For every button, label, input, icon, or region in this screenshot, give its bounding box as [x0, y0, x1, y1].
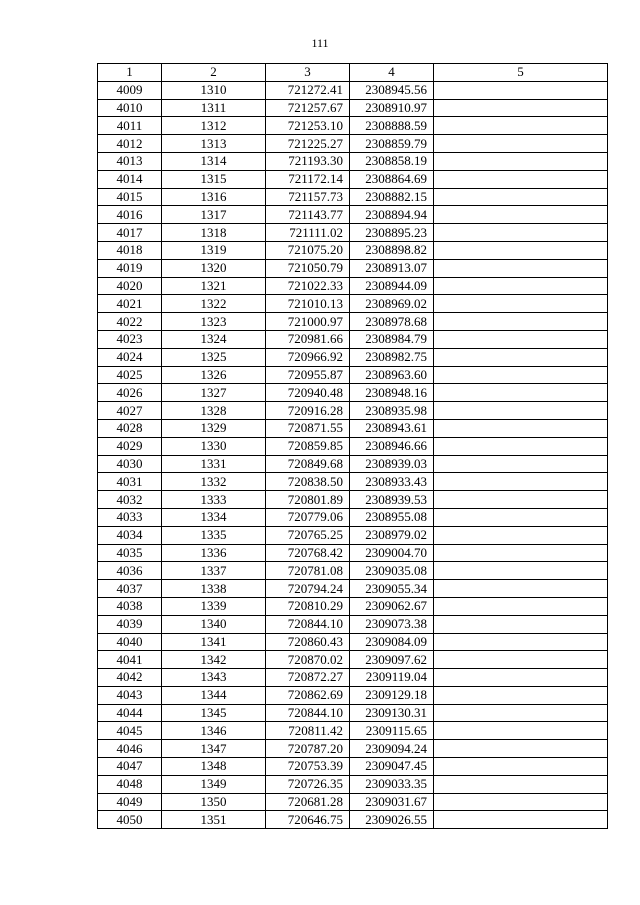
- table-cell-col-3: 721193.30: [266, 152, 350, 170]
- table-cell-col-2: 1318: [162, 224, 266, 242]
- table-row: [98, 740, 608, 758]
- table-row: [98, 99, 608, 117]
- table-row: [98, 562, 608, 580]
- table-cell-col-5: [434, 491, 608, 509]
- table-cell-col-3: 721172.14: [266, 170, 350, 188]
- table-cell-col-3: 721253.10: [266, 117, 350, 135]
- table-row: [98, 508, 608, 526]
- table-cell-col-3: 720838.50: [266, 473, 350, 491]
- table-cell-col-3: 720981.66: [266, 330, 350, 348]
- table-cell-col-2: 1322: [162, 295, 266, 313]
- table-row: [98, 206, 608, 224]
- table-cell-col-4: 2308894.94: [350, 206, 434, 224]
- table-cell-col-3: 720870.02: [266, 651, 350, 669]
- table-cell-col-3: 720916.28: [266, 402, 350, 420]
- table-cell-col-1: 4014: [98, 170, 162, 188]
- table-cell-col-1: 4031: [98, 473, 162, 491]
- table-row: [98, 580, 608, 598]
- table-row: [98, 170, 608, 188]
- table-cell-col-5: [434, 313, 608, 331]
- table-cell-col-1: 4033: [98, 508, 162, 526]
- table-cell-col-3: 720726.35: [266, 775, 350, 793]
- table-cell-col-3: 721075.20: [266, 241, 350, 259]
- table-row: [98, 615, 608, 633]
- table-cell-col-2: 1342: [162, 651, 266, 669]
- table-cell-col-4: 2309055.34: [350, 580, 434, 598]
- table-cell-col-2: 1314: [162, 152, 266, 170]
- table-header: [98, 64, 608, 82]
- table-cell-col-1: 4040: [98, 633, 162, 651]
- table-cell-col-5: [434, 669, 608, 687]
- page-number: 111: [311, 36, 329, 50]
- table-cell-col-3: 720955.87: [266, 366, 350, 384]
- table-row: [98, 722, 608, 740]
- table-cell-col-1: 4029: [98, 437, 162, 455]
- table-cell-col-3: 721257.67: [266, 99, 350, 117]
- table-cell-col-4: 2308858.19: [350, 152, 434, 170]
- table-cell-col-5: [434, 793, 608, 811]
- table-cell-col-1: 4022: [98, 313, 162, 331]
- table-cell-col-4: 2309084.09: [350, 633, 434, 651]
- table-cell-col-2: 1347: [162, 740, 266, 758]
- table-cell-col-3: 720765.25: [266, 526, 350, 544]
- table-cell-col-4: 2309035.08: [350, 562, 434, 580]
- table-cell-col-5: [434, 722, 608, 740]
- table-cell-col-5: [434, 206, 608, 224]
- table-cell-col-5: [434, 419, 608, 437]
- table-cell-col-3: 721010.13: [266, 295, 350, 313]
- table-cell-col-1: 4042: [98, 669, 162, 687]
- table-cell-col-4: 2309119.04: [350, 669, 434, 687]
- table-cell-col-4: 2308859.79: [350, 135, 434, 153]
- table-cell-col-1: 4021: [98, 295, 162, 313]
- table-cell-col-4: 2308955.08: [350, 508, 434, 526]
- table-cell-col-5: [434, 562, 608, 580]
- table-cell-col-2: 1327: [162, 384, 266, 402]
- table-cell-col-1: 4030: [98, 455, 162, 473]
- table-row: [98, 633, 608, 651]
- table-cell-col-5: [434, 580, 608, 598]
- table-cell-col-1: 4050: [98, 811, 162, 829]
- table-row: [98, 117, 608, 135]
- table-cell-col-2: 1313: [162, 135, 266, 153]
- table-cell-col-1: 4010: [98, 99, 162, 117]
- table-row: [98, 704, 608, 722]
- table-cell-col-1: 4026: [98, 384, 162, 402]
- table-cell-col-5: [434, 384, 608, 402]
- coordinates-table: [97, 63, 608, 829]
- table-cell-col-4: 2309129.18: [350, 686, 434, 704]
- table-cell-col-4: 2309004.70: [350, 544, 434, 562]
- table-cell-col-2: 1348: [162, 758, 266, 776]
- table-cell-col-1: 4016: [98, 206, 162, 224]
- table-cell-col-3: 721272.41: [266, 81, 350, 99]
- table-cell-col-1: 4011: [98, 117, 162, 135]
- table-cell-col-5: [434, 633, 608, 651]
- table-cell-col-5: [434, 758, 608, 776]
- table-cell-col-1: 4046: [98, 740, 162, 758]
- table-row: [98, 455, 608, 473]
- table-cell-col-5: [434, 597, 608, 615]
- table-cell-col-4: 2309047.45: [350, 758, 434, 776]
- table-cell-col-3: 720681.28: [266, 793, 350, 811]
- table-row: [98, 402, 608, 420]
- table-cell-col-1: 4048: [98, 775, 162, 793]
- table-cell-col-5: [434, 241, 608, 259]
- table-cell-col-3: 720966.92: [266, 348, 350, 366]
- table-cell-col-5: [434, 455, 608, 473]
- table-cell-col-5: [434, 686, 608, 704]
- table-cell-col-1: 4028: [98, 419, 162, 437]
- table-cell-col-2: 1334: [162, 508, 266, 526]
- table-cell-col-5: [434, 651, 608, 669]
- table-cell-col-2: 1344: [162, 686, 266, 704]
- table-cell-col-5: [434, 259, 608, 277]
- table-cell-col-1: 4017: [98, 224, 162, 242]
- table-cell-col-2: 1311: [162, 99, 266, 117]
- table-row: [98, 597, 608, 615]
- table-cell-col-1: 4045: [98, 722, 162, 740]
- table-cell-col-4: 2308963.60: [350, 366, 434, 384]
- table-cell-col-3: 720646.75: [266, 811, 350, 829]
- table-cell-col-1: 4044: [98, 704, 162, 722]
- table-cell-col-4: 2308944.09: [350, 277, 434, 295]
- table-cell-col-4: 2308946.66: [350, 437, 434, 455]
- table-cell-col-1: 4027: [98, 402, 162, 420]
- table-row: [98, 793, 608, 811]
- table-cell-col-5: [434, 526, 608, 544]
- table-cell-col-4: 2308948.16: [350, 384, 434, 402]
- table-cell-col-5: [434, 170, 608, 188]
- table-cell-col-4: 2308945.56: [350, 81, 434, 99]
- table-cell-col-1: 4015: [98, 188, 162, 206]
- table-cell-col-1: 4039: [98, 615, 162, 633]
- table-cell-col-4: 2308939.03: [350, 455, 434, 473]
- header-cell-2: 2: [162, 64, 266, 82]
- table-cell-col-3: 720810.29: [266, 597, 350, 615]
- table-cell-col-5: [434, 135, 608, 153]
- table-cell-col-3: 720811.42: [266, 722, 350, 740]
- table-cell-col-2: 1312: [162, 117, 266, 135]
- table-cell-col-2: 1330: [162, 437, 266, 455]
- table-cell-col-3: 720871.55: [266, 419, 350, 437]
- table-cell-col-5: [434, 224, 608, 242]
- table-cell-col-5: [434, 117, 608, 135]
- table-cell-col-1: 4024: [98, 348, 162, 366]
- header-cell-1: 1: [98, 64, 162, 82]
- table-cell-col-2: 1320: [162, 259, 266, 277]
- table-cell-col-2: 1346: [162, 722, 266, 740]
- table-cell-col-4: 2309130.31: [350, 704, 434, 722]
- header-row: [98, 64, 608, 82]
- table-cell-col-4: 2308969.02: [350, 295, 434, 313]
- table-cell-col-4: 2308935.98: [350, 402, 434, 420]
- table-cell-col-3: 720781.08: [266, 562, 350, 580]
- table-cell-col-2: 1333: [162, 491, 266, 509]
- table-cell-col-4: 2308864.69: [350, 170, 434, 188]
- table-body: [98, 81, 608, 828]
- table-row: [98, 330, 608, 348]
- table-cell-col-1: 4043: [98, 686, 162, 704]
- table-cell-col-4: 2309062.67: [350, 597, 434, 615]
- table-cell-col-2: 1341: [162, 633, 266, 651]
- table-cell-col-2: 1336: [162, 544, 266, 562]
- table-cell-col-3: 721111.02: [266, 224, 350, 242]
- table-cell-col-3: 721143.77: [266, 206, 350, 224]
- table-cell-col-2: 1329: [162, 419, 266, 437]
- table-cell-col-4: 2309115.65: [350, 722, 434, 740]
- table-cell-col-4: 2309073.38: [350, 615, 434, 633]
- table-row: [98, 651, 608, 669]
- table-cell-col-1: 4019: [98, 259, 162, 277]
- table-cell-col-2: 1316: [162, 188, 266, 206]
- table-row: [98, 419, 608, 437]
- table-cell-col-4: 2308895.23: [350, 224, 434, 242]
- table-cell-col-4: 2309031.67: [350, 793, 434, 811]
- table-row: [98, 224, 608, 242]
- table-cell-col-4: 2308984.79: [350, 330, 434, 348]
- table-cell-col-1: 4013: [98, 152, 162, 170]
- table-cell-col-3: 721022.33: [266, 277, 350, 295]
- table-cell-col-4: 2308943.61: [350, 419, 434, 437]
- table-cell-col-3: 720860.43: [266, 633, 350, 651]
- table-row: [98, 277, 608, 295]
- table-cell-col-5: [434, 775, 608, 793]
- table-row: [98, 384, 608, 402]
- header-cell-3: 3: [266, 64, 350, 82]
- table-cell-col-3: 721225.27: [266, 135, 350, 153]
- table-row: [98, 669, 608, 687]
- table-row: [98, 152, 608, 170]
- table-cell-col-4: 2308933.43: [350, 473, 434, 491]
- table-cell-col-5: [434, 544, 608, 562]
- table-row: [98, 473, 608, 491]
- table-cell-col-2: 1324: [162, 330, 266, 348]
- table-cell-col-5: [434, 99, 608, 117]
- table-cell-col-1: 4037: [98, 580, 162, 598]
- table-cell-col-2: 1351: [162, 811, 266, 829]
- table-cell-col-4: 2308910.97: [350, 99, 434, 117]
- table-cell-col-1: 4049: [98, 793, 162, 811]
- table-row: [98, 491, 608, 509]
- table-row: [98, 686, 608, 704]
- table-row: [98, 811, 608, 829]
- table-cell-col-5: [434, 615, 608, 633]
- table-cell-col-3: 720844.10: [266, 704, 350, 722]
- table-row: [98, 366, 608, 384]
- table-cell-col-4: 2308939.53: [350, 491, 434, 509]
- table-row: [98, 758, 608, 776]
- table-cell-col-4: 2309097.62: [350, 651, 434, 669]
- table-cell-col-5: [434, 152, 608, 170]
- table-cell-col-5: [434, 348, 608, 366]
- table-cell-col-1: 4009: [98, 81, 162, 99]
- table-cell-col-3: 721050.79: [266, 259, 350, 277]
- header-cell-4: 4: [350, 64, 434, 82]
- table-cell-col-5: [434, 295, 608, 313]
- table-cell-col-2: 1350: [162, 793, 266, 811]
- table-cell-col-2: 1340: [162, 615, 266, 633]
- table-row: [98, 295, 608, 313]
- table-cell-col-2: 1338: [162, 580, 266, 598]
- table-cell-col-5: [434, 402, 608, 420]
- table-cell-col-2: 1345: [162, 704, 266, 722]
- table-cell-col-1: 4035: [98, 544, 162, 562]
- table-cell-col-1: 4020: [98, 277, 162, 295]
- table-cell-col-4: 2308898.82: [350, 241, 434, 259]
- table-cell-col-1: 4034: [98, 526, 162, 544]
- table-cell-col-3: 720859.85: [266, 437, 350, 455]
- table-cell-col-3: 720787.20: [266, 740, 350, 758]
- table-cell-col-5: [434, 473, 608, 491]
- table-cell-col-3: 720940.48: [266, 384, 350, 402]
- table-row: [98, 241, 608, 259]
- table-row: [98, 135, 608, 153]
- table-cell-col-5: [434, 366, 608, 384]
- table-row: [98, 188, 608, 206]
- table-cell-col-2: 1315: [162, 170, 266, 188]
- table-cell-col-1: 4038: [98, 597, 162, 615]
- table-cell-col-4: 2309094.24: [350, 740, 434, 758]
- table-row: [98, 544, 608, 562]
- table-cell-col-2: 1323: [162, 313, 266, 331]
- table-row: [98, 348, 608, 366]
- table-row: [98, 313, 608, 331]
- table-cell-col-4: 2309026.55: [350, 811, 434, 829]
- table-cell-col-3: 720779.06: [266, 508, 350, 526]
- table-cell-col-5: [434, 437, 608, 455]
- table-cell-col-3: 720801.89: [266, 491, 350, 509]
- table-cell-col-3: 720862.69: [266, 686, 350, 704]
- table-cell-col-3: 720849.68: [266, 455, 350, 473]
- table-cell-col-3: 720844.10: [266, 615, 350, 633]
- table-cell-col-2: 1326: [162, 366, 266, 384]
- table-cell-col-4: 2308979.02: [350, 526, 434, 544]
- table-cell-col-5: [434, 508, 608, 526]
- table-cell-col-5: [434, 188, 608, 206]
- table-cell-col-3: 720753.39: [266, 758, 350, 776]
- table-row: [98, 437, 608, 455]
- table-cell-col-1: 4023: [98, 330, 162, 348]
- table-cell-col-2: 1349: [162, 775, 266, 793]
- table-cell-col-3: 721000.97: [266, 313, 350, 331]
- table-row: [98, 81, 608, 99]
- table-cell-col-1: 4041: [98, 651, 162, 669]
- table-cell-col-4: 2308978.68: [350, 313, 434, 331]
- table-cell-col-2: 1321: [162, 277, 266, 295]
- table-cell-col-2: 1325: [162, 348, 266, 366]
- table-cell-col-2: 1337: [162, 562, 266, 580]
- table-cell-col-4: 2308982.75: [350, 348, 434, 366]
- table-cell-col-2: 1339: [162, 597, 266, 615]
- table-cell-col-1: 4025: [98, 366, 162, 384]
- table-cell-col-4: 2308913.07: [350, 259, 434, 277]
- table-cell-col-1: 4047: [98, 758, 162, 776]
- table-cell-col-4: 2309033.35: [350, 775, 434, 793]
- table-cell-col-2: 1319: [162, 241, 266, 259]
- table-cell-col-3: 721157.73: [266, 188, 350, 206]
- table-cell-col-2: 1343: [162, 669, 266, 687]
- table-cell-col-3: 720794.24: [266, 580, 350, 598]
- table-cell-col-5: [434, 811, 608, 829]
- table-cell-col-5: [434, 277, 608, 295]
- table-cell-col-2: 1331: [162, 455, 266, 473]
- table-row: [98, 775, 608, 793]
- table-cell-col-5: [434, 81, 608, 99]
- table-cell-col-1: 4018: [98, 241, 162, 259]
- table-cell-col-3: 720768.42: [266, 544, 350, 562]
- table-row: [98, 259, 608, 277]
- table-cell-col-4: 2308888.59: [350, 117, 434, 135]
- table-cell-col-1: 4036: [98, 562, 162, 580]
- table-cell-col-2: 1328: [162, 402, 266, 420]
- table-cell-col-5: [434, 704, 608, 722]
- table-cell-col-2: 1332: [162, 473, 266, 491]
- table-cell-col-2: 1335: [162, 526, 266, 544]
- table-cell-col-5: [434, 330, 608, 348]
- table-cell-col-5: [434, 740, 608, 758]
- table-cell-col-4: 2308882.15: [350, 188, 434, 206]
- table-cell-col-2: 1317: [162, 206, 266, 224]
- table-cell-col-2: 1310: [162, 81, 266, 99]
- header-cell-5: 5: [434, 64, 608, 82]
- table-cell-col-3: 720872.27: [266, 669, 350, 687]
- table-cell-col-1: 4032: [98, 491, 162, 509]
- table-cell-col-1: 4012: [98, 135, 162, 153]
- table-row: [98, 526, 608, 544]
